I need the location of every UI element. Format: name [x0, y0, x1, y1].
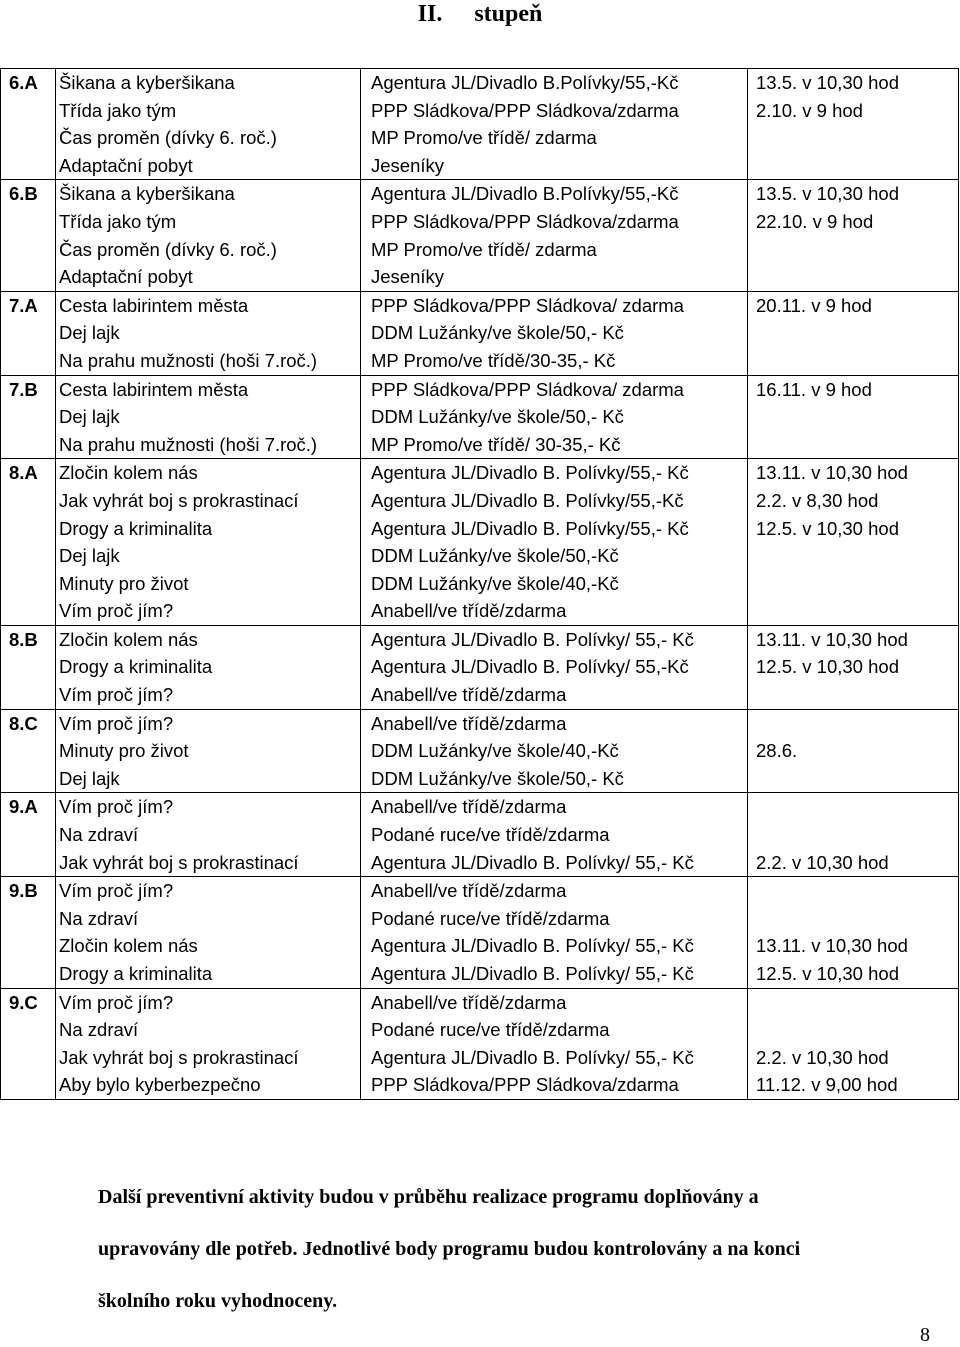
program-line: Zločin kolem nás	[59, 462, 198, 484]
date-line	[756, 905, 958, 933]
date-line: 28.6.	[756, 740, 798, 762]
class-code: 8.A	[1, 459, 56, 626]
class-code: 9.A	[1, 793, 56, 877]
class-code: 6.A	[1, 69, 56, 180]
section-title	[0, 0, 960, 30]
program-line: Vím proč jím?	[59, 991, 174, 1013]
provider-line: PPP Sládkova/PPP Sládkova/zdarma	[371, 210, 679, 232]
provider-line: PPP Sládkova/PPP Sládkova/zdarma	[371, 1074, 679, 1096]
provider-line: DDM Lužánky/ve škole/50,- Kč	[371, 767, 624, 789]
date-line	[756, 542, 958, 570]
date-line: 13.11. v 10,30 hod	[756, 935, 908, 957]
program-line: Vím proč jím?	[59, 880, 174, 902]
date-line	[756, 681, 958, 709]
provider-line: Agentura JL/Divadlo B. Polívky/55,- Kč	[371, 517, 689, 539]
date-line: 12.5. v 10,30 hod	[756, 517, 899, 539]
date-line	[756, 765, 958, 793]
program-line: Na zdraví	[59, 907, 139, 929]
provider-line: DDM Lužánky/ve škole/50,- Kč	[371, 322, 624, 344]
table-row	[1, 459, 959, 626]
date-cell	[748, 877, 959, 988]
provider-cell	[361, 625, 748, 709]
provider-line: Agentura JL/Divadlo B. Polívky/ 55,- Kč	[371, 851, 694, 873]
date-cell	[748, 291, 959, 375]
program-line: Minuty pro život	[59, 740, 189, 762]
provider-line: Agentura JL/Divadlo B. Polívky/ 55,- Kč	[371, 963, 694, 984]
provider-line: Agentura JL/Divadlo B. Polívky/ 55,-Kč	[371, 656, 689, 678]
provider-line: PPP Sládkova/PPP Sládkova/ zdarma	[371, 294, 684, 316]
program-line: Na zdraví	[59, 824, 139, 846]
program-line: Dej lajk	[59, 322, 120, 344]
date-line: 2.10. v 9 hod	[756, 99, 863, 121]
provider-line: Agentura JL/Divadlo B.Polívky/55,-Kč	[371, 183, 679, 205]
program-line: Čas proměn (dívky 6. roč.)	[59, 127, 277, 149]
provider-line: PPP Sládkova/PPP Sládkova/zdarma	[371, 99, 679, 121]
date-line: 11.12. v 9,00 hod	[756, 1074, 898, 1096]
program-cell	[56, 375, 361, 459]
date-cell	[748, 69, 959, 180]
provider-line: DDM Lužánky/ve škole/50,- Kč	[371, 406, 624, 428]
date-line: 16.11. v 9 hod	[756, 378, 872, 400]
program-line: Dej lajk	[59, 767, 120, 789]
program-line: Dej lajk	[59, 545, 120, 567]
class-code: 9.C	[1, 988, 56, 1099]
provider-cell	[361, 988, 748, 1099]
table-row	[1, 988, 959, 1099]
provider-cell	[361, 709, 748, 793]
date-line	[756, 821, 958, 849]
table-row	[1, 877, 959, 988]
table-row	[1, 291, 959, 375]
provider-line: DDM Lužánky/ve škole/50,-Kč	[371, 545, 619, 567]
provider-line: MP Promo/ve třídě/ zdarma	[371, 238, 597, 260]
program-line: Adaptační pobyt	[59, 154, 193, 176]
date-line	[756, 877, 958, 905]
table-row	[1, 180, 959, 291]
program-line: Zločin kolem nás	[59, 628, 198, 650]
program-line: Šikana a kyberšikana	[59, 183, 235, 205]
program-cell	[56, 877, 361, 988]
program-cell	[56, 625, 361, 709]
provider-cell	[361, 877, 748, 988]
date-line	[756, 989, 958, 1017]
class-code: 8.C	[1, 709, 56, 793]
program-line: Drogy a kriminalita	[59, 963, 213, 984]
provider-cell	[361, 459, 748, 626]
date-line: 13.5. v 10,30 hod	[756, 72, 899, 93]
program-line: Na prahu mužnosti (hoši 7.roč.)	[59, 433, 318, 455]
program-line: Třída jako tým	[59, 99, 177, 121]
provider-line: Anabell/ve třídě/zdarma	[371, 796, 567, 818]
provider-line: MP Promo/ve třídě/ 30-35,- Kč	[371, 433, 621, 455]
program-line: Vím proč jím?	[59, 600, 174, 622]
date-line	[756, 236, 958, 264]
date-line	[756, 710, 958, 738]
date-cell	[748, 375, 959, 459]
table-row	[1, 709, 959, 793]
date-cell	[748, 625, 959, 709]
provider-line: Agentura JL/Divadlo B. Polívky/ 55,- Kč	[371, 628, 694, 650]
date-line: 20.11. v 9 hod	[756, 294, 872, 316]
prevention-program-table	[0, 68, 959, 1100]
program-line: Šikana a kyberšikana	[59, 72, 235, 93]
program-cell	[56, 180, 361, 291]
table-row	[1, 793, 959, 877]
footer-line-1: Další preventivní aktivity budou v průběhu realizace programu doplňovány a	[98, 1186, 759, 1208]
provider-line: Agentura JL/Divadlo B. Polívky/ 55,- Kč	[371, 1046, 694, 1068]
section-number: II.	[417, 1, 443, 27]
provider-line: DDM Lužánky/ve škole/40,-Kč	[371, 740, 619, 762]
provider-line: Agentura JL/Divadlo B.Polívky/55,-Kč	[371, 72, 679, 93]
provider-cell	[361, 69, 748, 180]
provider-line: Jeseníky	[371, 154, 445, 176]
date-line	[756, 319, 958, 347]
date-line	[756, 1016, 958, 1044]
date-line: 13.5. v 10,30 hod	[756, 183, 899, 205]
program-line: Čas proměn (dívky 6. roč.)	[59, 238, 277, 260]
program-cell	[56, 291, 361, 375]
page-number: 8	[920, 1324, 930, 1346]
class-code: 7.A	[1, 291, 56, 375]
program-line: Vím proč jím?	[59, 684, 174, 706]
provider-line: Podané ruce/ve třídě/zdarma	[371, 907, 610, 929]
section-word: stupeň	[474, 1, 543, 27]
class-code: 6.B	[1, 180, 56, 291]
program-line: Třída jako tým	[59, 210, 177, 232]
provider-line: Anabell/ve třídě/zdarma	[371, 600, 567, 622]
date-line	[756, 793, 958, 821]
date-line	[756, 263, 958, 291]
date-line: 13.11. v 10,30 hod	[756, 628, 908, 650]
date-cell	[748, 709, 959, 793]
program-cell	[56, 793, 361, 877]
date-line: 2.2. v 8,30 hod	[756, 489, 879, 511]
date-line: 13.11. v 10,30 hod	[756, 462, 908, 484]
program-line: Jak vyhrát boj s prokrastinací	[59, 1046, 299, 1068]
program-line: Drogy a kriminalita	[59, 517, 213, 539]
class-code: 8.B	[1, 625, 56, 709]
date-line	[756, 431, 958, 459]
footer-line-2: upravovány dle potřeb. Jednotlivé body programu budou kontrolovány a na konci	[98, 1238, 801, 1260]
provider-cell	[361, 291, 748, 375]
provider-line: MP Promo/ve třídě/ zdarma	[371, 127, 597, 149]
date-line	[756, 570, 958, 598]
program-line: Drogy a kriminalita	[59, 656, 213, 678]
date-line	[756, 124, 958, 152]
provider-line: Anabell/ve třídě/zdarma	[371, 991, 567, 1013]
program-cell	[56, 709, 361, 793]
date-line: 12.5. v 10,30 hod	[756, 656, 899, 678]
program-cell	[56, 459, 361, 626]
provider-line: Agentura JL/Divadlo B. Polívky/ 55,- Kč	[371, 935, 694, 957]
class-code: 9.B	[1, 877, 56, 988]
provider-line: Anabell/ve třídě/zdarma	[371, 684, 567, 706]
program-line: Na zdraví	[59, 1019, 139, 1041]
footer-line-3: školního roku vyhodnoceny.	[98, 1290, 338, 1312]
program-line: Vím proč jím?	[59, 712, 174, 734]
date-line: 22.10. v 9 hod	[756, 210, 874, 232]
table-row	[1, 625, 959, 709]
provider-line: Anabell/ve třídě/zdarma	[371, 712, 567, 734]
program-line: Dej lajk	[59, 406, 120, 428]
provider-line: DDM Lužánky/ve škole/40,-Kč	[371, 572, 619, 594]
provider-cell	[361, 793, 748, 877]
provider-line: Podané ruce/ve třídě/zdarma	[371, 1019, 610, 1041]
table-row	[1, 375, 959, 459]
date-line	[756, 347, 958, 375]
table-row	[1, 69, 959, 180]
program-line: Cesta labirintem města	[59, 294, 249, 316]
date-line	[756, 403, 958, 431]
provider-line: Anabell/ve třídě/zdarma	[371, 880, 567, 902]
program-line: Cesta labirintem města	[59, 378, 249, 400]
provider-line: MP Promo/ve třídě/30-35,- Kč	[371, 349, 616, 371]
program-line: Jak vyhrát boj s prokrastinací	[59, 851, 299, 873]
date-cell	[748, 180, 959, 291]
date-cell	[748, 988, 959, 1099]
date-line: 2.2. v 10,30 hod	[756, 851, 889, 873]
program-line: Minuty pro život	[59, 572, 189, 594]
date-line: 12.5. v 10,30 hod	[756, 963, 899, 984]
program-line: Jak vyhrát boj s prokrastinací	[59, 489, 299, 511]
provider-line: Jeseníky	[371, 266, 445, 288]
program-cell	[56, 988, 361, 1099]
provider-line: Agentura JL/Divadlo B. Polívky/55,- Kč	[371, 462, 689, 484]
provider-line: PPP Sládkova/PPP Sládkova/ zdarma	[371, 378, 684, 400]
program-line: Aby bylo kyberbezpečno	[59, 1074, 261, 1096]
date-cell	[748, 459, 959, 626]
provider-line: Podané ruce/ve třídě/zdarma	[371, 824, 610, 846]
date-line	[756, 152, 958, 180]
provider-cell	[361, 375, 748, 459]
date-line	[756, 597, 958, 625]
program-cell	[56, 69, 361, 180]
provider-line: Agentura JL/Divadlo B. Polívky/55,-Kč	[371, 489, 684, 511]
date-cell	[748, 793, 959, 877]
class-code: 7.B	[1, 375, 56, 459]
program-line: Adaptační pobyt	[59, 266, 193, 288]
date-line: 2.2. v 10,30 hod	[756, 1046, 889, 1068]
program-line: Vím proč jím?	[59, 796, 174, 818]
program-line: Zločin kolem nás	[59, 935, 198, 957]
program-line: Na prahu mužnosti (hoši 7.roč.)	[59, 349, 318, 371]
provider-cell	[361, 180, 748, 291]
table-body	[1, 69, 959, 1100]
